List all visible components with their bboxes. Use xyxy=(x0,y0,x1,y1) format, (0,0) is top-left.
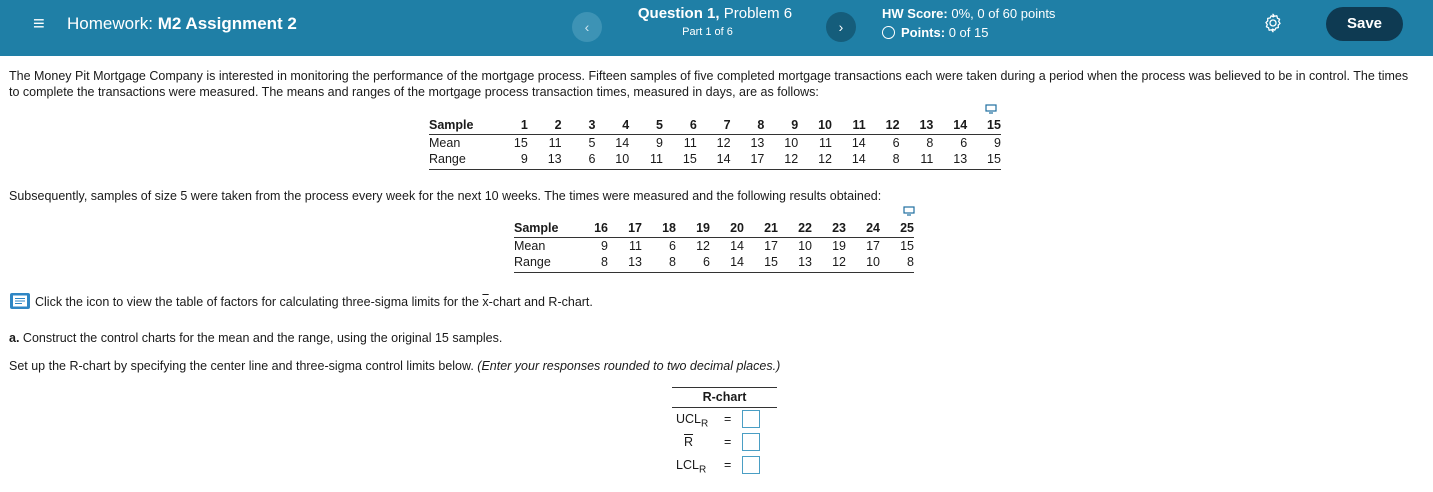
equals-sign: = xyxy=(724,412,732,426)
sample-number: 22 xyxy=(778,219,812,238)
mean-value: 8 xyxy=(926,136,934,150)
question-title xyxy=(610,5,820,23)
points-value: 0 of 15 xyxy=(948,25,989,40)
sample-header: Sample xyxy=(514,219,574,238)
status-circle-icon xyxy=(882,26,895,39)
range-value: 14 xyxy=(697,151,731,170)
equals-sign: = xyxy=(724,435,732,449)
sample-number: 14 xyxy=(933,116,967,135)
range-value: 6 xyxy=(562,151,596,170)
chevron-left-icon: ‹ xyxy=(584,19,590,35)
part-a-text xyxy=(9,330,502,346)
range-value: 8 xyxy=(880,254,914,273)
instruction-hint: (Enter your responses rounded to two decimal places.) xyxy=(477,359,781,373)
sample-number: 25 xyxy=(880,219,914,238)
sample-number: 18 xyxy=(642,219,676,238)
hw-score-value: 0%, 0 of 60 points xyxy=(951,6,1056,21)
range-value: 8 xyxy=(866,151,900,170)
problem-label: Problem 6 xyxy=(723,5,793,22)
helper-text: Click the icon to view the table of factors for calculating three-sigma limits for the xyxy=(35,295,483,309)
problem-intro: The Money Pit Mortgage Company is interested in monitoring the performance of the mortgage process. Fifteen samples of five completed mortgage transactions each were taken during a period when the process was believed to be in control. The times to complete the transactions were measured. The means and ranges of the mortgage process transaction times, measured in days, are as follows: xyxy=(9,69,1409,99)
ucl-sub: R xyxy=(701,418,709,430)
sample-number: 10 xyxy=(798,116,832,135)
mean-value: 14 xyxy=(615,136,630,150)
mean-value: 15 xyxy=(900,239,914,253)
ucl-base: UCL xyxy=(676,412,702,426)
ucl-row xyxy=(672,408,777,431)
original-samples-table xyxy=(429,116,1001,170)
factor-table-helper xyxy=(9,292,593,310)
mean-value: 13 xyxy=(750,136,765,150)
range-value: 10 xyxy=(595,151,629,170)
range-value: 8 xyxy=(574,254,608,273)
sample-number: 13 xyxy=(900,116,934,135)
instruction-text xyxy=(9,358,780,374)
mean-value: 9 xyxy=(656,136,663,150)
range-value: 13 xyxy=(528,151,562,170)
lcl-row xyxy=(672,454,777,477)
r-bar: $\overline{R}$ xyxy=(684,435,694,449)
top-bar xyxy=(0,0,1433,56)
sample-number: 19 xyxy=(676,219,710,238)
sample-number: 1 xyxy=(494,116,528,135)
sample-header: Sample xyxy=(429,116,494,135)
mean-value: 10 xyxy=(798,239,812,253)
sample-number: 20 xyxy=(710,219,744,238)
range-label: Range xyxy=(429,151,494,170)
mean-value: 11 xyxy=(818,136,832,150)
mean-value: 10 xyxy=(784,136,799,150)
gear-icon[interactable] xyxy=(1262,12,1284,34)
sample-number: 11 xyxy=(832,116,866,135)
sample-number: 23 xyxy=(812,219,846,238)
subsequent-samples-table xyxy=(514,219,914,273)
mean-value: 12 xyxy=(696,239,710,253)
hw-score xyxy=(882,5,1055,23)
lcl-label xyxy=(676,458,706,476)
sample-number: 24 xyxy=(846,219,880,238)
range-value: 15 xyxy=(744,254,778,273)
sample-number: 12 xyxy=(866,116,900,135)
chevron-right-icon: › xyxy=(838,19,844,35)
sample-number: 4 xyxy=(595,116,629,135)
lcl-base: LCL xyxy=(676,458,699,472)
center-row xyxy=(672,431,777,454)
hw-score-label: HW Score: xyxy=(882,6,948,21)
mean-value: 6 xyxy=(669,239,676,253)
sample-number: 3 xyxy=(562,116,596,135)
mean-label: Mean xyxy=(514,239,546,253)
range-value: 14 xyxy=(710,254,744,273)
range-value: 12 xyxy=(812,254,846,273)
sample-number: 21 xyxy=(744,219,778,238)
r-chart-answer-block xyxy=(672,387,777,477)
save-button[interactable]: Save xyxy=(1326,7,1403,41)
equals-sign: = xyxy=(724,458,732,472)
mean-value: 17 xyxy=(866,239,880,253)
mean-value: 15 xyxy=(513,136,528,150)
ucl-r-input[interactable] xyxy=(742,410,760,428)
copy-data-icon[interactable] xyxy=(903,206,915,216)
mean-value: 14 xyxy=(730,239,744,253)
sample-number: 6 xyxy=(663,116,697,135)
range-value: 15 xyxy=(663,151,697,170)
mean-value: 6 xyxy=(892,136,900,150)
sample-number: 2 xyxy=(528,116,562,135)
mean-value: 19 xyxy=(832,239,846,253)
range-value: 11 xyxy=(900,151,934,170)
range-value: 12 xyxy=(764,151,798,170)
homework-title xyxy=(67,14,297,34)
copy-data-icon[interactable] xyxy=(985,104,997,114)
r-bar-input[interactable] xyxy=(742,433,760,451)
mean-value: 11 xyxy=(683,136,697,150)
range-value: 6 xyxy=(676,254,710,273)
mean-value: 5 xyxy=(588,136,596,150)
homework-prefix: Homework: xyxy=(67,14,153,33)
mean-value: 11 xyxy=(548,136,562,150)
range-value: 13 xyxy=(778,254,812,273)
subsequent-text: Subsequently, samples of size 5 were taken from the process every week for the next 10 weeks. The times were measured and the following results obtained: xyxy=(9,189,882,203)
range-value: 17 xyxy=(731,151,765,170)
sample-number: 17 xyxy=(608,219,642,238)
sample-number: 16 xyxy=(574,219,608,238)
range-value: 11 xyxy=(629,151,663,170)
assignment-name: M2 Assignment 2 xyxy=(157,14,297,33)
part-indicator: Part 1 of 6 xyxy=(682,26,733,38)
r-bar-label xyxy=(684,435,693,449)
book-icon[interactable] xyxy=(9,292,31,310)
lcl-r-input[interactable] xyxy=(742,456,760,474)
sample-number: 15 xyxy=(967,116,1001,135)
helper-text-end: -chart and R-chart. xyxy=(488,295,593,309)
range-label: Range xyxy=(514,254,574,273)
next-question-button[interactable] xyxy=(826,12,856,42)
mean-value: 14 xyxy=(851,136,866,150)
range-value: 10 xyxy=(846,254,880,273)
x-bar-symbol: $\overline{x}$ xyxy=(482,295,489,309)
instruction: Set up the R-chart by specifying the center line and three-sigma control limits below. xyxy=(9,359,478,373)
mean-value: 6 xyxy=(960,136,968,150)
range-value: 15 xyxy=(967,151,1001,170)
mean-value: 11 xyxy=(629,239,642,253)
range-value: 13 xyxy=(608,254,642,273)
range-value: 8 xyxy=(642,254,676,273)
part-a-label: a. xyxy=(9,331,20,345)
range-value: 9 xyxy=(494,151,528,170)
lcl-sub: R xyxy=(698,464,707,476)
range-value: 12 xyxy=(798,151,832,170)
mean-value: 9 xyxy=(994,136,1001,150)
sample-number: 8 xyxy=(731,116,765,135)
mean-label: Mean xyxy=(429,136,461,150)
question-label: Question 1, xyxy=(637,5,720,22)
mean-value: 12 xyxy=(716,136,731,150)
hamburger-menu-icon[interactable]: ≡ xyxy=(33,13,45,35)
sample-number: 7 xyxy=(697,116,731,135)
r-chart-title: R-chart xyxy=(672,387,777,408)
points xyxy=(882,24,988,42)
range-value: 13 xyxy=(933,151,967,170)
range-value: 14 xyxy=(832,151,866,170)
sample-number: 9 xyxy=(764,116,798,135)
previous-question-button[interactable] xyxy=(572,12,602,42)
part-a-body: Construct the control charts for the mean and the range, using the original 15 samples. xyxy=(19,331,503,345)
mean-value: 9 xyxy=(601,239,608,253)
sample-number: 5 xyxy=(629,116,663,135)
mean-value: 17 xyxy=(764,239,778,253)
ucl-label xyxy=(676,412,708,430)
points-label: Points: xyxy=(901,25,946,40)
